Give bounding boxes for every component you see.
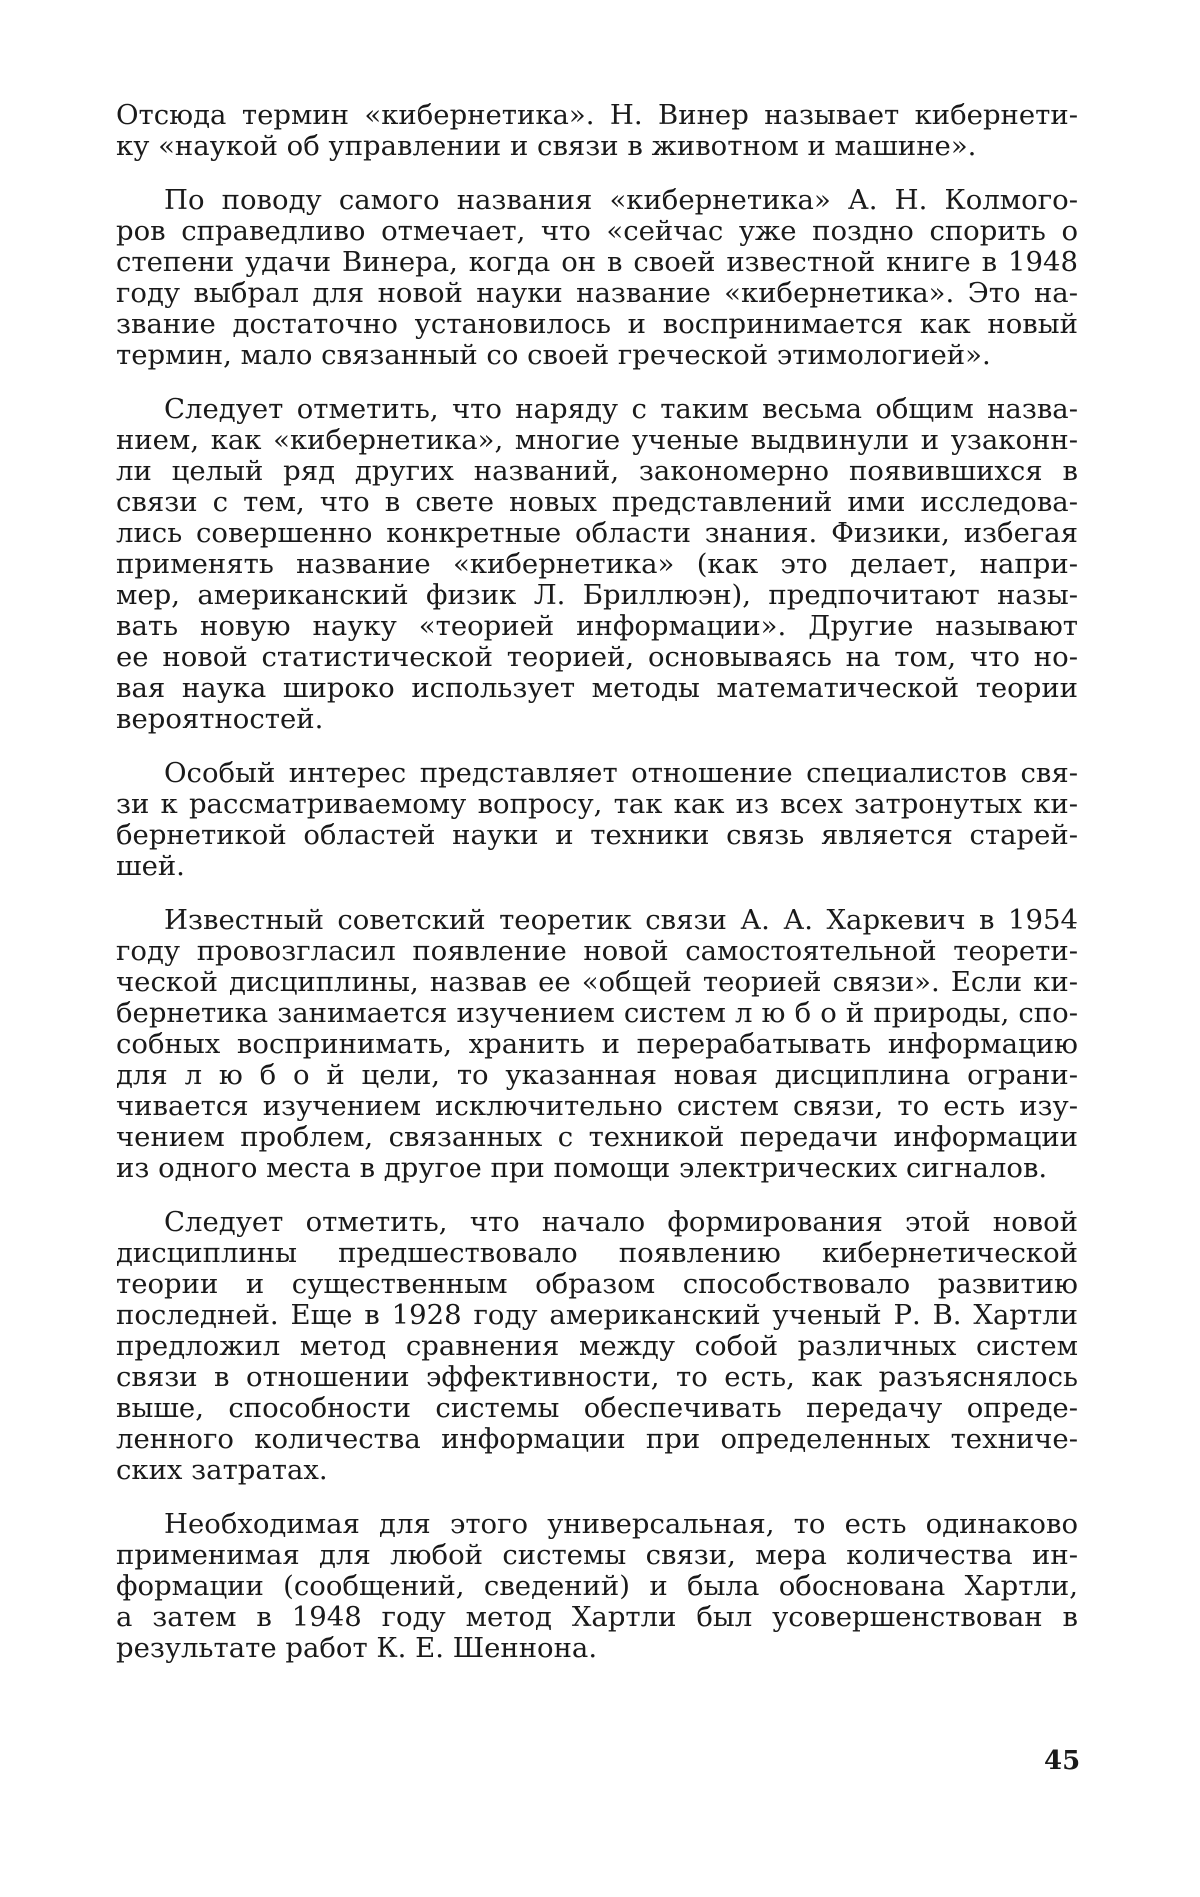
- paragraph-7: [116, 1509, 1078, 1664]
- text-line: чением проблем, связанных с техникой передачи информации: [116, 1122, 1078, 1153]
- text-line: ских затратах.: [116, 1455, 1078, 1486]
- text-line: термин, мало связанный со своей греческой этимологией».: [116, 340, 1078, 371]
- text-line: вая наука широко использует методы математической теории: [116, 673, 1078, 704]
- text-line: применять название «кибернетика» (как это делает, напри-: [116, 549, 1078, 580]
- text-line: зи к рассматриваемому вопросу, так как из всех затронутых ки-: [116, 789, 1078, 820]
- paragraph-1: [116, 100, 1078, 162]
- text-line: степени удачи Винера, когда он в своей известной книге в 1948: [116, 247, 1078, 278]
- text-line: звание достаточно установилось и воспринимается как новый: [116, 309, 1078, 340]
- text-line: Особый интерес представляет отношение специалистов свя-: [116, 758, 1078, 789]
- text-line: ли целый ряд других названий, закономерно появившихся в: [116, 456, 1078, 487]
- paragraph-4: [116, 758, 1078, 882]
- page-number: 45: [1044, 1746, 1080, 1776]
- text-line: Следует отметить, что наряду с таким весьма общим назва-: [116, 394, 1078, 425]
- text-line: ленного количества информации при определенных техниче-: [116, 1424, 1078, 1455]
- paragraph-3: [116, 394, 1078, 735]
- text-line: нием, как «кибернетика», многие ученые выдвинули и узаконн-: [116, 425, 1078, 456]
- text-line: лись совершенно конкретные области знания. Физики, избегая: [116, 518, 1078, 549]
- text-line: Известный советский теоретик связи А. А. Харкевич в 1954: [116, 905, 1078, 936]
- text-line: Необходимая для этого универсальная, то есть одинаково: [116, 1509, 1078, 1540]
- text-line: последней. Еще в 1928 году американский ученый Р. В. Хартли: [116, 1300, 1078, 1331]
- text-line: ку «наукой об управлении и связи в животном и машине».: [116, 131, 1078, 162]
- text-line: ческой дисциплины, назвав ее «общей теорией связи». Если ки-: [116, 967, 1078, 998]
- text-line: формации (сообщений, сведений) и была обоснована Хартли,: [116, 1571, 1078, 1602]
- text-line: теории и существенным образом способствовало развитию: [116, 1269, 1078, 1300]
- text-line: мер, американский физик Л. Бриллюэн), предпочитают назы-: [116, 580, 1078, 611]
- paragraph-2: [116, 185, 1078, 371]
- text-line: результате работ К. Е. Шеннона.: [116, 1633, 1078, 1664]
- text-line: предложил метод сравнения между собой различных систем: [116, 1331, 1078, 1362]
- text-line: бернетика занимается изучением систем л ю б о й природы, спо-: [116, 998, 1078, 1029]
- text-line: собных воспринимать, хранить и перерабатывать информацию: [116, 1029, 1078, 1060]
- text-line: применимая для любой системы связи, мера количества ин-: [116, 1540, 1078, 1571]
- text-line: шей.: [116, 851, 1078, 882]
- text-line: бернетикой областей науки и техники связь является старей-: [116, 820, 1078, 851]
- paragraph-6: [116, 1207, 1078, 1486]
- text-line: связи с тем, что в свете новых представлений ими исследова-: [116, 487, 1078, 518]
- text-line: выше, способности системы обеспечивать передачу опреде-: [116, 1393, 1078, 1424]
- paragraph-5: [116, 905, 1078, 1184]
- text-line: году выбрал для новой науки название «кибернетика». Это на-: [116, 278, 1078, 309]
- text-line: Следует отметить, что начало формирования этой новой: [116, 1207, 1078, 1238]
- text-line: Отсюда термин «кибернетика». Н. Винер называет кибернети-: [116, 100, 1078, 131]
- text-line: ее новой статистической теорией, основываясь на том, что но-: [116, 642, 1078, 673]
- text-line: ров справедливо отмечает, что «сейчас уже поздно спорить о: [116, 216, 1078, 247]
- text-line: дисциплины предшествовало появлению кибернетической: [116, 1238, 1078, 1269]
- text-line: году провозгласил появление новой самостоятельной теорети-: [116, 936, 1078, 967]
- text-line: из одного места в другое при помощи электрических сигналов.: [116, 1153, 1078, 1184]
- text-line: чивается изучением исключительно систем связи, то есть изу-: [116, 1091, 1078, 1122]
- text-column: [116, 100, 1078, 1687]
- text-line: для л ю б о й цели, то указанная новая дисциплина ограни-: [116, 1060, 1078, 1091]
- text-line: а затем в 1948 году метод Хартли был усовершенствован в: [116, 1602, 1078, 1633]
- text-line: вероятностей.: [116, 704, 1078, 735]
- text-line: связи в отношении эффективности, то есть, как разъяснялось: [116, 1362, 1078, 1393]
- text-line: вать новую науку «теорией информации». Другие называют: [116, 611, 1078, 642]
- text-line: По поводу самого названия «кибернетика» А. Н. Колмого-: [116, 185, 1078, 216]
- book-page: [0, 0, 1200, 1897]
